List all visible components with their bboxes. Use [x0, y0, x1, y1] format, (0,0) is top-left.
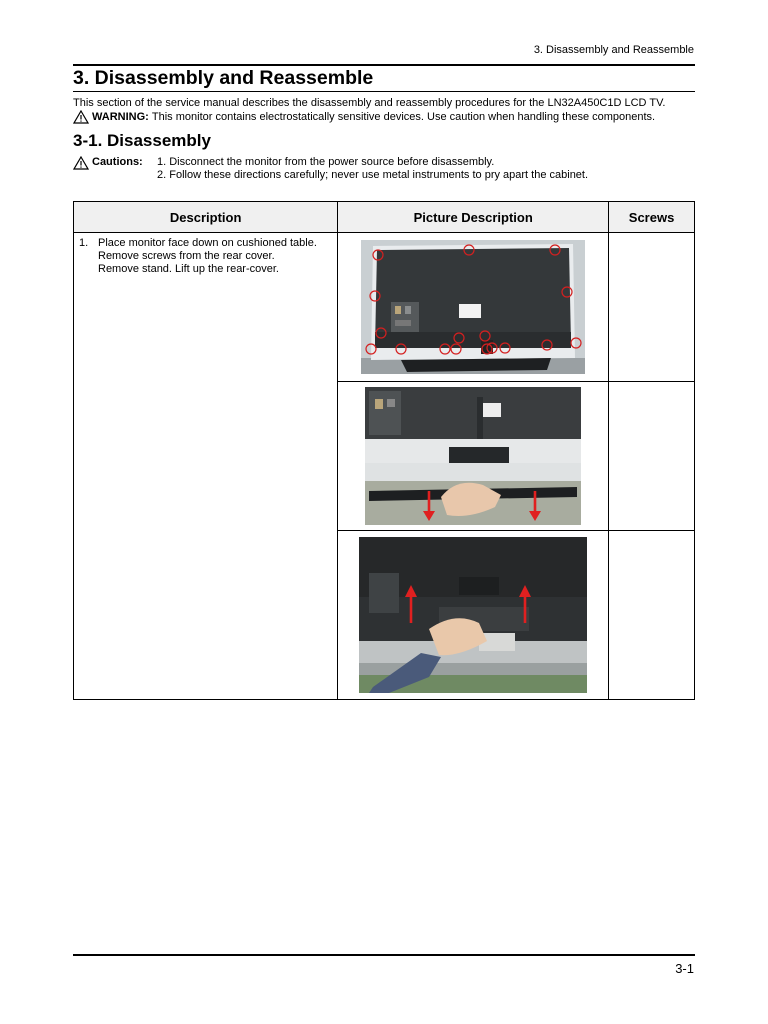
cautions-label-group: [73, 156, 157, 182]
table-row: [74, 233, 695, 382]
caution-triangle-icon: [73, 156, 89, 170]
intro-text: This section of the service manual describes the disassembly and reassembly procedures for the LN32A450C1D LCD TV.: [73, 97, 666, 109]
rear-cover-screws-photo: [361, 240, 585, 374]
warning-label: WARNING:: [92, 111, 149, 123]
screws-cell: [609, 531, 695, 700]
stand-removal-photo: [365, 387, 581, 525]
header-screws: Screws: [609, 202, 695, 233]
warning-line: [73, 110, 655, 124]
step-description-cell: [74, 233, 338, 700]
disassembly-table: [73, 201, 695, 700]
header-picture: Picture Description: [338, 202, 609, 233]
step-number: 1.: [79, 237, 89, 249]
cautions-block: [73, 156, 588, 182]
caution-item: 2. Follow these directions carefully; never use metal instruments to pry apart the cabinet.: [157, 169, 589, 181]
chapter-title: 3. Disassembly and Reassemble: [73, 64, 695, 92]
warning-text: This monitor contains electrostatically sensitive devices. Use caution when handling these components.: [151, 111, 656, 123]
running-header: 3. Disassembly and Reassemble: [533, 44, 694, 56]
table-header-row: [74, 202, 695, 233]
screws-cell: [609, 382, 695, 531]
cautions-label: Cautions:: [92, 156, 143, 168]
picture-cell: [338, 382, 609, 531]
header-description: Description: [74, 202, 338, 233]
picture-cell: [338, 233, 609, 382]
step-line: Remove screws from the rear cover.: [98, 250, 275, 262]
page-number: 3-1: [675, 961, 694, 976]
cautions-list: [157, 156, 588, 182]
caution-item: 1. Disconnect the monitor from the power source before disassembly.: [157, 156, 495, 168]
picture-cell: [338, 531, 609, 700]
step-line: Remove stand. Lift up the rear-cover.: [98, 263, 279, 275]
step-text: [98, 237, 317, 276]
rear-cover-lift-photo: [359, 537, 587, 693]
step-1: [79, 237, 332, 276]
step-line: Place monitor face down on cushioned table.: [98, 237, 317, 249]
warning-triangle-icon: [73, 110, 89, 124]
footer-rule: [73, 954, 695, 956]
screws-cell: [609, 233, 695, 382]
section-title: 3-1. Disassembly: [73, 131, 211, 150]
